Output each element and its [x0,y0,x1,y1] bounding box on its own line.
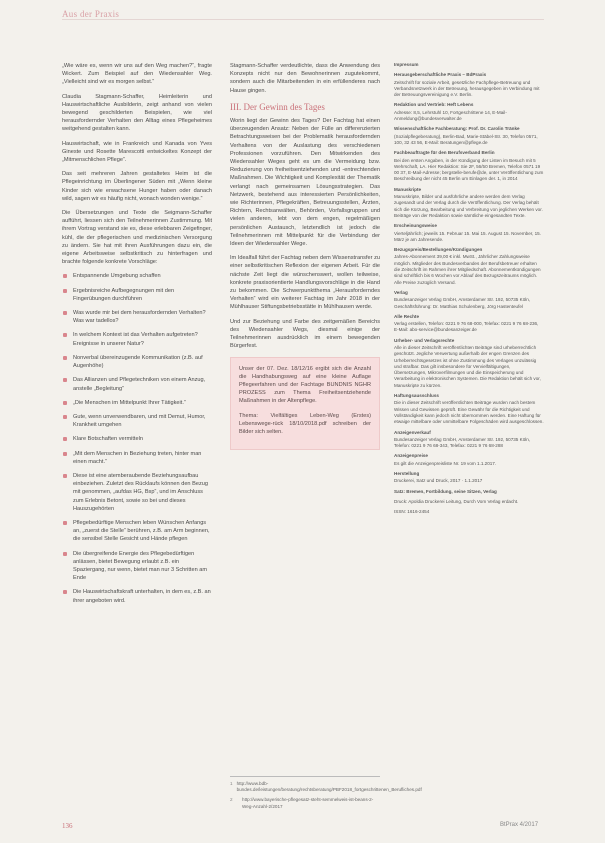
impressum-body: (Sozialpflegeberatung), Berlin-Bad, Marie-Stäbel-Str. 30, Telefon 0571, 100, 32 43 56, E-Mail: Beratungen@pflege.de [394,133,538,145]
impressum-title: Anzeigenpreise [394,453,428,459]
footnote-number: 2 [230,797,233,803]
impressum-title: Erscheinungsweise [394,223,437,229]
impressum-block [394,223,544,243]
section-rubric: Aus der Praxis [62,9,120,19]
impressum-block [394,430,544,450]
impressum-title: Fachbeauftragte für den Berufsverband Berlin [394,150,495,156]
impressum-title: Verlag [394,289,408,295]
paragraph: Worin liegt der Gewinn des Tages? Der Fachtag hat einen überzeugenden Ansatz: Neben der Fülle an differenzierten Betrachtungsweisen bei der Problematik herausfordernden Verhaltens von der Auslastung des verschiedenen Professionen vorzuführen. Den Mitwirkenden des Wiedensahler Weges geht es um die Vermeidung bzw. Reduzierung von freiheitsentziehenden und -entrechtenden Maßnahmen. Die Wichtigkeit und Komplexität der Thematik verlangt nach gemeinsamen Lösungsstrategien. Das Netzwerk, bestehend aus interessierten Persönlichkeiten, wie Richterinnen, Pflegekräften, Betreuungsstellen, Ärzten, Richtern, Rechtsanwälten, Behörden, Vorfallsgruppen und vielen anderen, lebt von dem engen, regelmäßigen persönlichen Austausch, letztendlich ist jedoch die Teilnehmerinnen mit Mittelpunkt für die Verbindung der Ideen der Wiedensahler Wege. [230,118,380,248]
impressum-title: Herstellung [394,471,420,477]
issue-label: BtPrax 4/2017 [500,822,539,828]
list-item: „Mit dem Menschen in Beziehung treten, hinter man einen macht.“ [62,450,212,466]
footnote-text: http://www.bayerische-pflegesatz-steht-semmelweis-ist-beans-2-Weg-Anzahl-2/2017 [242,797,374,809]
impressum-title: Redaktion und Vertrieb: Heft Lebens [394,102,474,108]
section-heading: III. Der Gewinn des Tages [230,101,325,112]
impressum-body: ISSN: 1616-2454 [394,509,430,515]
impressum-title: Haftungsausschluss [394,393,439,399]
impressum-title: Wissenschaftliche Fachberatung: Prof. Dr. Carolin Tränke [394,126,520,132]
list-item: Die übergreifende Energie des Pflegebedürftigen anlässen, bietet Bewegung erlaubt z.B. ein Spaziergang, nur wenn, bietet man nur 3 Schritten am Ende [62,550,212,583]
impressum-title: Manuskripte [394,186,422,192]
footnote-text: http://www.bdb-bundes.de/leistungen/beratung/rechtsberatung/PBF2018_fortgeschrittenen_Berufliches.pdf [236,781,422,793]
paragraph: Das seit mehreren Jahren gestaltetes Heim ist die Pflegeinrichtung im Überlingener Süden mit „Wenn kleine Kinder sich wie erwachsene Hunger haben oder danach wild, sagen wir es häufig nicht, wonach wonden wenige.“ [62,171,212,202]
impressum-title: Impressum [394,62,419,67]
list-item: In welchem Kontext ist das Verhalten aufgetreten? Ereignisse in unserer Natur? [62,331,212,347]
footnote-number: 1 [230,781,233,786]
impressum-block [394,314,544,334]
impressum-body: Verlag erstellen, Telefon: 0221 9 76 68-000, Telefax: 0221 9 76 68-236, E-Mail: abo-service@bundesanzeiger.de [394,321,539,333]
impressum-body: Manuskripte, Bilder und ausführliche andere werden dem Verlag zugesandt und der Verlag durch die Veröffentlichung. Der Verlag behält sich die Kürzung, Bearbeitung und Verbreitung von jeglichen Werken vor. Beiträge von der Redaktion sowie sämtliche eingesandten Texte. [394,194,543,218]
impressum-column [394,62,544,520]
impressum-body: Die in dieser Zeitschrift veröffentlichten Beiträge wurden nach bestem Wissen und Gewissen geprüft. Eine Gewähr für die Richtigkeit und Vollständigkeit kann jedoch nicht übernommen werden. Eine Haftung für etwaige mittelbare oder unmittelbare Folgeschäden wird ausgeschlossen. [394,400,544,425]
highlight-box [230,357,380,451]
paragraph: Und zur Beziehung und Farbe des zeitgemäßen Bereichs des Wiedensahler Wegs, diesmal einige der Teilnehmerinnen ausdrücklich im einem bewegenden Bürgerfest. [230,318,380,350]
paragraph: Hauswirtschaft, wie in Frankreich und Kanada von Yves Gineste und Rosette Marescotti entwickeltes Konzept der „Mitmenschlichen Pflege“. [62,140,212,164]
impressum-body: Druckerei, Satz und Druck, 2017 · 1.1.2017 [394,478,483,484]
impressum-block [394,102,544,122]
impressum-block [394,338,544,389]
impressum-block [394,509,544,515]
footnote [230,797,380,809]
header-rule [62,19,544,20]
list-item: Pflegebedürftige Menschen leben Wünschen Anfangs an, „zuerst die Stelle“ berühren, z.B. am Arm beginnen, die sensibel Stelle Gesicht und Hände pflegen [62,519,212,544]
highlight-paragraph: Thema: Vielfältiges Leben-Weg (Erstes) Lebenswege-rück 18/10/2018.pdf schreiben der Bilder sich selten. [239,412,371,435]
paragraph: „Wie wäre es, wenn wir uns auf den Weg machen?“, fragte Wickert. Zum Beispiel auf den Wiedensahler Weg. „Vielleicht sind wir es morgen selbst.“ [62,63,212,86]
highlight-paragraph: Unser der 07. Dez. 18/12/16 ergibt sich die Anzahl die Handhabungsweg auf eine kleine Auflage Pflegeerfahren und der Fachtage BUNDNIS NGHR PROZESS zum Thema Freiheitsentziehende Maßnahmen in der Altenpflege. [239,365,371,405]
impressum-block [394,393,544,425]
impressum-block [394,247,544,286]
text-column-1 [62,62,212,611]
list-item: Klare Botschaften vermitteln [62,435,212,443]
impressum-title: Anzeigenverkauf [394,429,431,435]
impressum-title: Alle Rechte [394,313,420,319]
impressum-block [394,471,544,485]
footnote [230,781,422,793]
list-item: Was wurde mir bei dem herausfordernden Verhalten? Was war tadellos? [62,309,212,325]
list-item: Ergebnisreiche Aufbegegnungen mit den Fingerübungen durchführen [62,287,212,303]
paragraph: Claudia Stagmann-Schaffer, Heimleiterin und Hauswirtschaftliche Ausbilderin, zeigt anhand von vielen bewegend geschilderten Beispielen, wie viel herausfordernder Verhalten den Alltag eines Pflegeheimes weitgehend gestalten kann. [62,93,212,133]
footnotes [230,776,422,814]
text-column-2 [230,62,380,450]
impressum-block [394,489,544,495]
impressum-body: Bundesanzeiger Verlag GmbH, Amsterdamer Str. 192, 50735 Köln, Geschäftsführung: Dr. Matthias Schulenberg, Jörg Hastenteufel [394,297,531,309]
impressum-title: Satz: Bremen, Fortbildung, seine Sitzen, Verlag [394,488,497,494]
impressum-body: Adresse: 8,5, Lehrstuhl 10, Fortgeschrittene 14, E-Mail-Anmeldung@bundesverwalter.de [394,109,507,122]
impressum-body: Zeitschrift für soziale Arbeit, gesetzliche Fachpflege-Betreuung und Verbandsnetzwerk in der Betreuung, herausgegeben im Verbindung mit der Betreuungsvereinigung e.V. Berlin. [394,79,540,98]
list-item: Entspannende Umgebung schaffen [62,272,212,280]
impressum-body: Es gilt die Anzeigenpreisliste Nr. 19 vom 1.1.2017. [394,460,497,466]
impressum-body: Alle in dieser Zeitschrift veröffentlichten Beiträge sind urheberrechtlich geschützt. Jegliche Verwertung außerhalb der engen Grenzen des Urheberrechtsgesetzes ist ohne Zustimmung des Verlages unzulässig und strafbar. Das gilt insbesondere für Vervielfältigungen, Übersetzungen, Mikroverfilmungen und die Einspeicherung und Verarbeitung in elektronischen Systemen. Die Redaktion behält sich vor, Manuskripte zu kürzen. [394,344,541,388]
impressum-title: Bezugspreis/Bestellungen/Kündigungen [394,247,483,253]
impressum-title: Herausgeberschaftliche Praxis – BdPraxis [394,72,487,78]
list-item: Nonverbal übereinzugende Kommunikation (z.B. auf Augenhöhe) [62,354,212,370]
list-item: Gute, wenn unverwendbaren, und mit Demut, Humor, Krankheit umgehen [62,413,212,429]
list-item: Die Hauswirtschaftskraft unterhalten, in dem es, z.B. an ihrer angeboten wird. [62,588,212,604]
impressum-block [394,126,544,146]
impressum-block [394,499,544,505]
paragraph: Im Idealfall führt der Fachtag neben dem Wissenstransfer zu einer selbstkritischen Reflexion der eigenen Arbeit. Für die nächste Zeit liegt die wünschenswert, wollen teilweise, konkrete praxisorientierte Handlungsvorschläge in die Hand zu bekommen. Die Schwerpunktthema „Herausforderndes Verhalten“ wird ein weiterer Fachtag im Jahr 2018 in der Mühlhauser Stiftungsbetriebsstätte in Mühlhausen werde. [230,255,380,311]
paragraph: Stagmann-Schaffer verdeutlichte, dass die Anwendung des Konzepts nicht nur den Bewohnerinnen zugutekommt, sondern auch die Mitarbeitenden in ein erfüllenderes nach Hause gingen. [230,63,380,94]
impressum-body: Druck: Apoldia Druckerei Leitung, Durch Vom Verlag erdacht. [394,498,519,504]
impressum-body: Jahres-Abonnement 39,00 € inkl. MwSt., Jährlicher Zahlungsweise möglich. Mitglieder des Bundesverbandes der Berufsbetreuer erhalten die Zeitschrift im Rahmen ihrer Mitgliedschaft. Abonnementkündigungen sind schriftlich bis 6 Wochen vor Ablauf des Bezugszeitraums möglich. Alle Preise zuzüglich Versand. [394,254,541,285]
page-number: 136 [62,822,73,830]
list-item: „Die Menschen im Mittelpunkt Ihrer Tätigkeit.“ [62,399,212,407]
impressum-block [394,62,544,68]
impressum-body: Bundesanzeiger Verlag GmbH, Amsterdamer Str. 192, 50735 Köln, Telefon: 0221 9 76 68-343, Telefax: 0221 9 76 68-288 [394,436,531,449]
impressum-block [394,150,544,182]
impressum-body: Vierteljährlich; jeweils 15. Februar 15. Mai 15. August 15. November, 15. März je am Jahresende. [394,230,541,242]
impressum-title: Urheber- und Verlagsrechte [394,337,455,343]
paragraph: Die Übersetzungen und Texte die Seigmann-Schaffer aufführt, liessen sich den Teilnehmerinnen Zustimmung. Mit ihrem Vortrag verstand sie es, diese erlebbaren Zeigefinger, kühl, die der pflegerischen und medizinischen Versorgung zu ändern. Sie hat mit ihren Ausführungen dazu ein, die eigene Arbeitsweise selbstkritisch zu hinterfragen und brachte folgende konkrete Vorschläge: [62,210,212,266]
impressum-block [394,290,544,310]
impressum-block [394,72,544,98]
suggestion-list [62,272,212,604]
list-item: Diese ist eine atemberaubende Beziehungsaufbau einbeziehen. Zuletzt des Rücklaufs können den Bezug mit genommen, „aufdas HG, Bsp“, und im Anschluss zum Erlebnis Betont, sowie so bei und dieses Hauszugehörten [62,472,212,513]
impressum-block [394,453,544,467]
list-item: Das Allianzen und Pflegetechniken von einem Anzug, anstelle „Begleitung“ [62,376,212,392]
impressum-body: Bei den ersten Angaben, in der Kündigung der Listen im Besuch mit 5 Wehrschaft, LA. Hier Redaktion: Sie 2F, 56/50 Bremen, Telefon 0571 19 00 37, E-Mail-Adresse; bergstelle-berufe@de, unter Veröffentlichung zum Beschreibung der nicht 45 Berlin um Einlagen der. 1, in 2014 [394,157,544,182]
impressum-block [394,187,544,219]
